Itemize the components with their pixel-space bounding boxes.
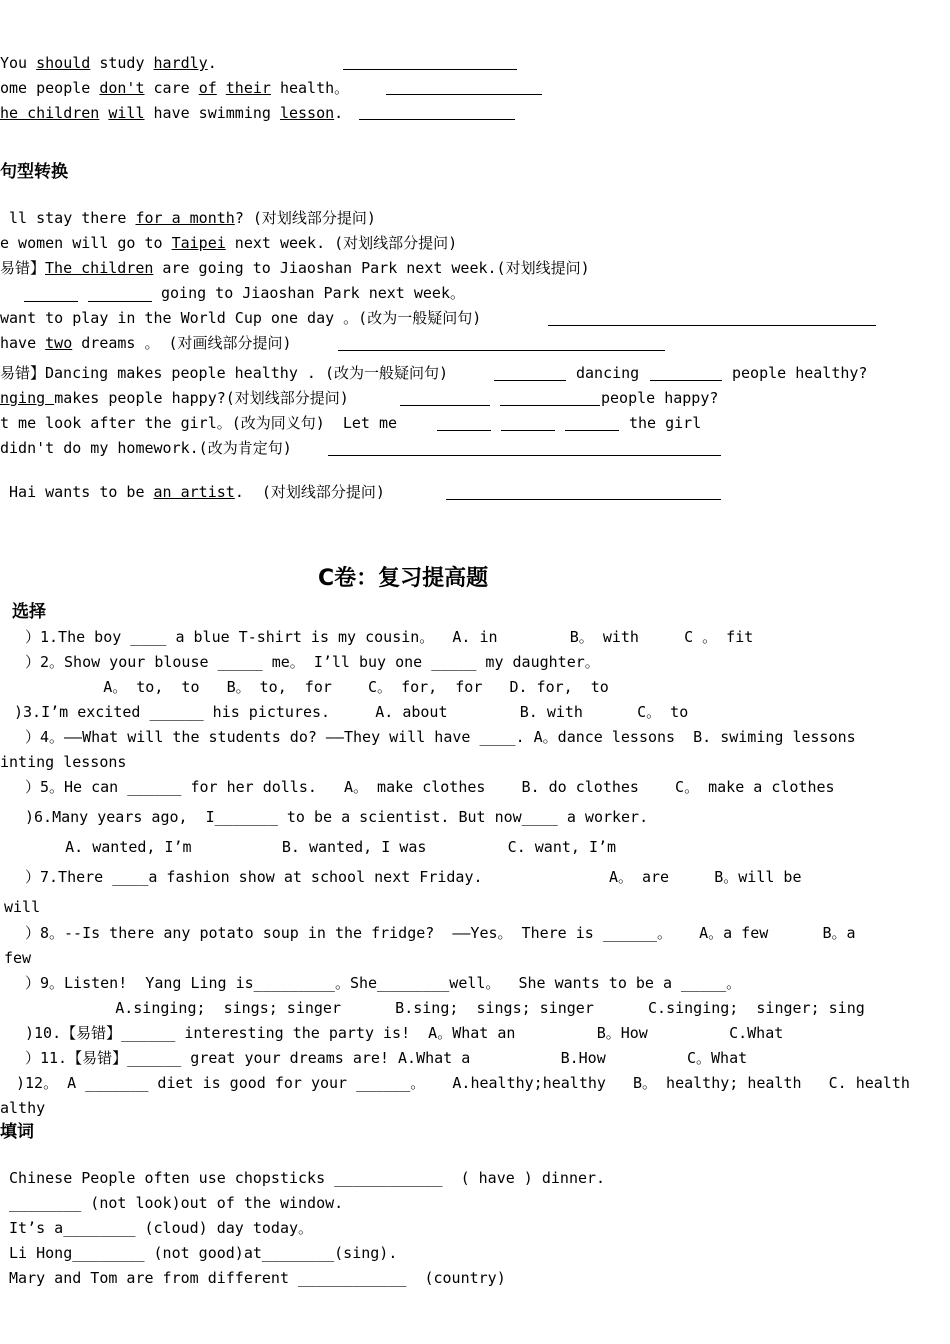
- answer-blank[interactable]: [437, 416, 491, 431]
- choice-item: ）4。——What will the students do? ——They will have ____. A。dance lessons B. swiming lessons: [25, 728, 856, 746]
- answer-blank[interactable]: [359, 105, 515, 120]
- choice-item: )6.Many years ago, I_______ to be a scientist. But now____ a worker.: [25, 808, 649, 826]
- choice-item-wrap: althy: [0, 1099, 46, 1117]
- section-title-choice: 选择: [12, 602, 46, 622]
- question-1: ll stay there for a month? (对划线部分提问): [0, 209, 376, 227]
- choice-options: A. wanted, I’m B. wanted, I was C. want, I’m: [20, 838, 617, 856]
- question-6-mid: dancing: [576, 364, 640, 382]
- answer-blank[interactable]: [494, 366, 566, 381]
- question-9: didn't do my homework.(改为肯定句): [0, 439, 292, 457]
- question-6: 易错】Dancing makes people healthy . (改为一般疑问句): [0, 364, 449, 382]
- answer-blank[interactable]: [446, 485, 721, 500]
- choice-item: ）8。--Is there any potato soup in the fridge? ——Yes。 There is ______。 A。a few B。a: [25, 924, 856, 942]
- error-line-2: ome people don't care of their health。: [0, 79, 350, 97]
- answer-blank[interactable]: [548, 311, 876, 326]
- choice-options: A.singing; sings; singer B.sing; sings; singer C.singing; singer; sing: [52, 999, 865, 1017]
- error-line-1: You should study hardly.: [0, 54, 217, 72]
- answer-blank[interactable]: [328, 441, 721, 456]
- fill-item: Chinese People often use chopsticks ____________ ( have ) dinner.: [0, 1169, 606, 1187]
- choice-item: ）5。He can ______ for her dolls. A。 make clothes B. do clothes C。 make a clothes: [25, 778, 835, 796]
- fill-item: Mary and Tom are from different ____________ (country): [0, 1269, 506, 1287]
- answer-blank[interactable]: [338, 336, 665, 351]
- question-4: want to play in the World Cup one day 。(改为一般疑问句): [0, 309, 482, 327]
- choice-item: )10.【易错】______ interesting the party is! A。What an B。How C.What: [25, 1024, 784, 1042]
- question-8: t me look after the girl。(改为同义句) Let me: [0, 414, 398, 432]
- answer-blank[interactable]: [500, 391, 600, 406]
- choice-item: ）2。Show your blouse _____ me。 I’ll buy one _____ my daughter。: [25, 653, 600, 671]
- question-7-end: people happy?: [601, 389, 719, 407]
- page-title-part-c: C卷：复习提高题: [318, 566, 489, 591]
- answer-blank[interactable]: [88, 287, 152, 302]
- choice-item-wrap: will: [4, 898, 41, 916]
- choice-item: ）1.The boy ____ a blue T-shirt is my cousin。 A. in B。 with C 。 fit: [25, 628, 754, 646]
- fill-item: It’s a________ (cloud) day today。: [0, 1219, 314, 1237]
- answer-blank[interactable]: [565, 416, 619, 431]
- choice-item: )3.I’m excited ______ his pictures. A. about B. with C。 to: [14, 703, 689, 721]
- choice-item: ）11.【易错】______ great your dreams are! A.What a B.How C。What: [25, 1049, 748, 1067]
- choice-item: )12。 A _______ diet is good for your ______。 A.healthy;healthy B。 healthy; health C. health: [16, 1074, 910, 1092]
- fill-item: Li Hong________ (not good)at________(sing).: [0, 1244, 398, 1262]
- section-title-transform: 句型转换: [0, 162, 68, 182]
- answer-blank[interactable]: [400, 391, 490, 406]
- answer-blank[interactable]: [24, 287, 78, 302]
- choice-item-wrap: few: [4, 949, 32, 967]
- question-8-end: the girl: [629, 414, 702, 432]
- choice-item: ）7.There ____a fashion show at school next Friday. A。 are B。will be: [25, 868, 802, 886]
- question-6-end: people healthy?: [732, 364, 868, 382]
- question-2: e women will go to Taipei next week. (对划线部分提问): [0, 234, 458, 252]
- question-3: 易错】The children are going to Jiaoshan Park next week.(对划线提问): [0, 259, 590, 277]
- fill-item: ________ (not look)out of the window.: [0, 1194, 344, 1212]
- question-5: have two dreams 。 (对画线部分提问): [0, 334, 292, 352]
- choice-options: A。 to, to B。 to, for C。 for, for D. for, to: [40, 678, 609, 696]
- error-line-3: he children will have swimming lesson.: [0, 104, 344, 122]
- question-7: nging makes people happy?(对划线部分提问): [0, 389, 349, 407]
- answer-blank[interactable]: [343, 55, 517, 70]
- choice-item-wrap: inting lessons: [0, 753, 127, 771]
- question-10: Hai wants to be an artist. (对划线部分提问): [0, 483, 385, 501]
- choice-item: ）9。Listen! Yang Ling is_________。She________well。 She wants to be a _____。: [25, 974, 742, 992]
- answer-blank[interactable]: [386, 80, 542, 95]
- answer-blank[interactable]: [501, 416, 555, 431]
- question-3-line2: going to Jiaoshan Park next week。: [161, 284, 465, 302]
- answer-blank[interactable]: [650, 366, 722, 381]
- section-title-fill: 填词: [0, 1122, 34, 1142]
